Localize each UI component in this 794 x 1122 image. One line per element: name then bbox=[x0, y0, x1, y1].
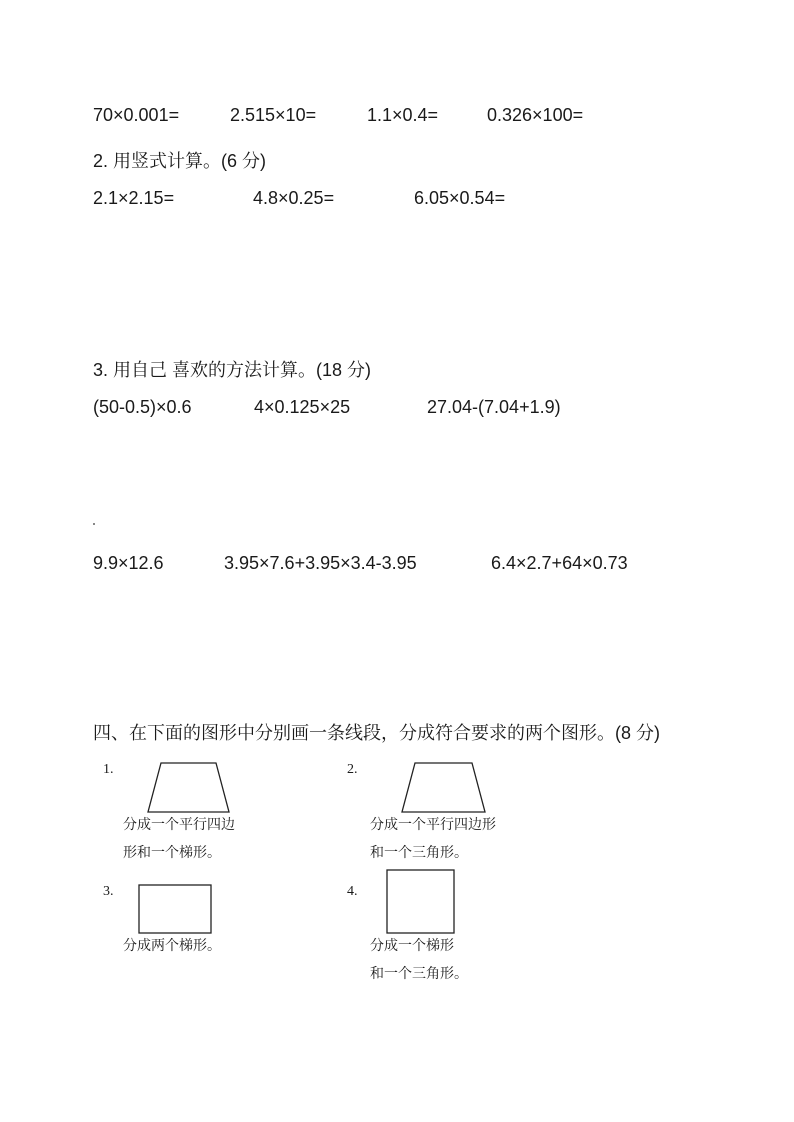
calc-item: 0.326×100= bbox=[487, 105, 584, 125]
figure-number: 3. bbox=[103, 884, 114, 899]
question-4-title: 四、在下面的图形中分别画一条线段，分成符合要求的两个图形。(8 分) bbox=[93, 723, 660, 743]
calc-item: 70×0.001= bbox=[93, 105, 180, 125]
calc-item: 6.4×2.7+64×0.73 bbox=[491, 553, 628, 573]
figure-caption: 和一个三角形。 bbox=[370, 967, 468, 982]
figure-caption: 和一个三角形。 bbox=[370, 846, 468, 861]
calc-item: 9.9×12.6 bbox=[93, 553, 164, 573]
figure-caption: 分成一个平行四边形 bbox=[370, 818, 496, 833]
figure-caption: 分成两个梯形。 bbox=[123, 939, 221, 954]
trapezoid-figure-1 bbox=[147, 762, 231, 814]
figure-caption: 分成一个梯形 bbox=[370, 939, 454, 954]
figure-number: 4. bbox=[347, 884, 358, 899]
calc-item: 2.1×2.15= bbox=[93, 188, 175, 208]
trapezoid-figure-2 bbox=[401, 762, 487, 814]
rectangle-figure-3 bbox=[138, 884, 213, 935]
square-figure-4 bbox=[386, 869, 456, 935]
question-2-title: 2. 用竖式计算。(6 分) bbox=[93, 151, 267, 171]
figure-caption: 分成一个平行四边 bbox=[123, 818, 235, 833]
calc-item: 3.95×7.6+3.95×3.4-3.95 bbox=[224, 553, 417, 573]
calc-item: 27.04-(7.04+1.9) bbox=[427, 397, 561, 417]
figure-number: 2. bbox=[347, 762, 358, 777]
calc-item: 6.05×0.54= bbox=[414, 188, 506, 208]
calc-item: 4.8×0.25= bbox=[253, 188, 335, 208]
calc-item: (50-0.5)×0.6 bbox=[93, 397, 192, 417]
calc-item: 1.1×0.4= bbox=[367, 105, 439, 125]
figure-caption: 形和一个梯形。 bbox=[123, 846, 221, 861]
calc-item: 4×0.125×25 bbox=[254, 397, 351, 417]
figure-number: 1. bbox=[103, 762, 114, 777]
question-3-title: 3. 用自己 喜欢的方法计算。(18 分) bbox=[93, 360, 372, 380]
speck bbox=[93, 523, 95, 525]
calc-item: 2.515×10= bbox=[230, 105, 317, 125]
